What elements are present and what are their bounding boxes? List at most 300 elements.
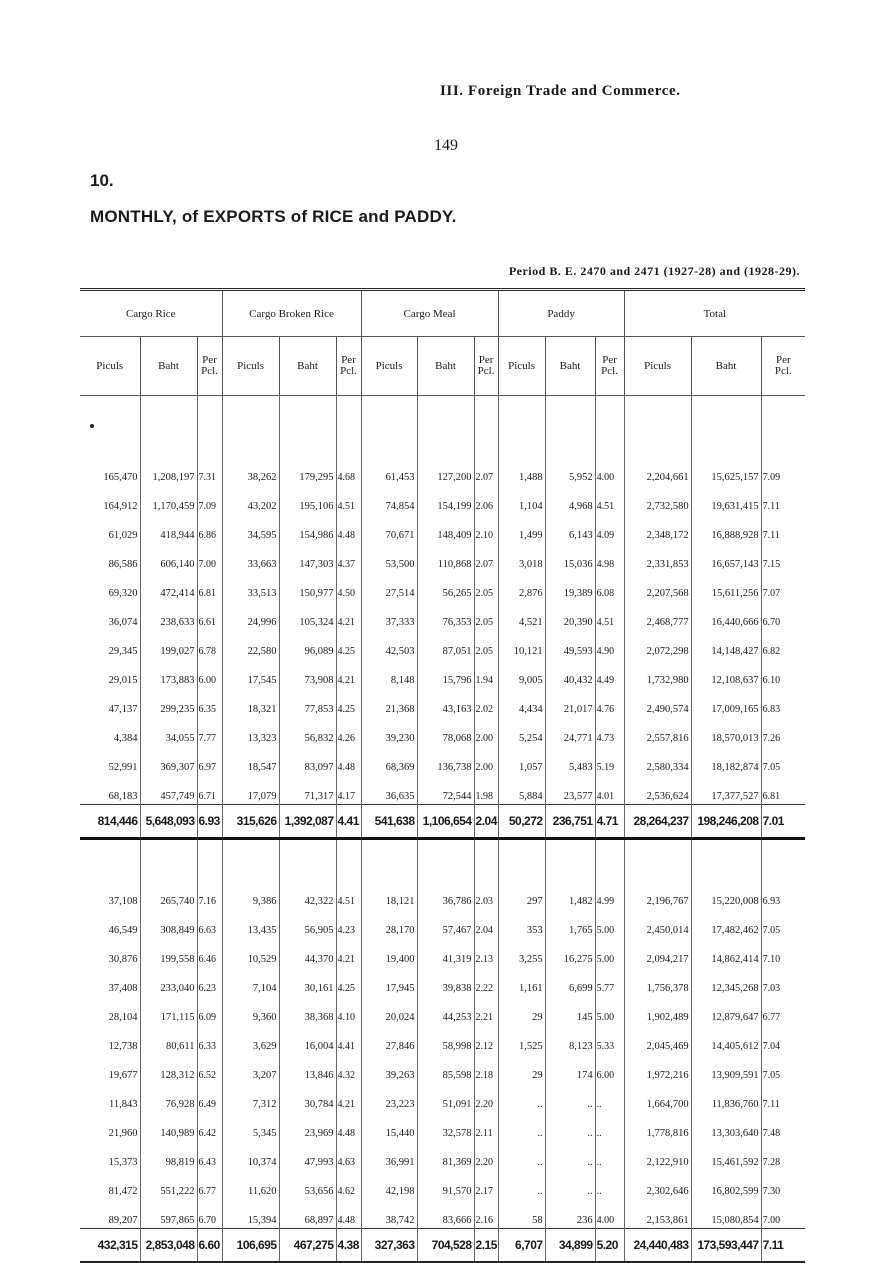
per-picul-cell: 4.48 [336,1199,361,1229]
per-picul-cell: 6.71 [197,775,222,805]
piculs-cell: 1,732,980 [624,659,691,688]
per-picul-cell: 2.05 [474,630,498,659]
baht-cell: 15,080,854 [691,1199,761,1229]
baht-cell: 77,853 [279,688,336,717]
col-header-per-pcl-meal [474,337,498,396]
piculs-cell: 24,996 [222,601,279,630]
piculs-cell: 1,756,378 [624,967,691,996]
piculs-cell: 29 [498,1054,545,1083]
baht-cell: 43,163 [417,688,474,717]
baht-cell: 12,879,647 [691,996,761,1025]
piculs-cell: 3,207 [222,1054,279,1083]
baht-cell: 154,986 [279,514,336,543]
per-picul-cell: 7.15 [762,559,781,570]
baht-cell: 128,312 [140,1054,197,1083]
per-picul-cell: 6.97 [197,746,222,775]
piculs-cell: 10,374 [222,1141,279,1170]
exports-table-frame [80,288,805,1263]
per-picul-cell: 6.93 [762,896,781,907]
per-picul-cell: 2.07 [474,456,498,485]
baht-cell: 16,440,666 [691,601,761,630]
col-header-per-pcl-total [761,337,805,396]
baht-cell: 58,998 [417,1025,474,1054]
baht-cell: 24,771 [545,717,595,746]
baht-cell: 41,319 [417,938,474,967]
baht-cell: 148,409 [417,514,474,543]
piculs-cell: 10,121 [498,630,545,659]
per-picul-cell: 4.25 [336,688,361,717]
piculs-cell: 2,348,172 [624,514,691,543]
piculs-cell: 814,446 [80,805,140,839]
total-row-1928-29 [80,1229,805,1262]
per-picul-cell: 2.20 [474,1083,498,1112]
per-picul-cell: 4.51 [336,880,361,909]
empty-cell [761,396,805,457]
per-picul-cell: 4.25 [336,630,361,659]
table-row [80,1199,805,1229]
per-picul-cell: 4.48 [336,1112,361,1141]
piculs-cell: 61,453 [361,456,417,485]
piculs-cell: 4,384 [80,717,140,746]
baht-cell: 19,389 [545,572,595,601]
per-label: Per [478,354,494,366]
per-picul-cell: 2.16 [474,1199,498,1229]
pcl-label: Pcl. [201,365,218,377]
group-header-paddy: Paddy [498,291,624,337]
piculs-cell: 42,198 [361,1170,417,1199]
piculs-cell: 13,435 [222,909,279,938]
per-picul-cell: 7.77 [197,717,222,746]
spacer-row [80,396,805,457]
piculs-cell: 42,503 [361,630,417,659]
baht-cell: 47,993 [279,1141,336,1170]
per-picul-cell: 5.77 [595,967,624,996]
piculs-cell: 1,057 [498,746,545,775]
piculs-cell: 29 [498,996,545,1025]
baht-cell: 72,544 [417,775,474,805]
piculs-cell: 2,490,574 [624,688,691,717]
per-picul-cell: 4.21 [336,1083,361,1112]
baht-cell: 36,786 [417,880,474,909]
per-picul-cell: 4.49 [595,659,624,688]
per-picul-cell: 6.00 [197,659,222,688]
col-header-baht-total: Baht [691,337,761,396]
baht-cell: 195,106 [279,485,336,514]
empty-cell [545,839,595,881]
per-picul-cell: 4.41 [336,1025,361,1054]
piculs-cell: 18,321 [222,688,279,717]
per-picul-cell: 4.51 [595,601,624,630]
piculs-cell: 33,663 [222,543,279,572]
piculs-cell: 1,525 [498,1025,545,1054]
spacer-row [80,839,805,881]
per-picul-cell: 7.31 [197,456,222,485]
piculs-cell: .. [498,1141,545,1170]
piculs-cell: 165,470 [80,456,140,485]
piculs-cell: 70,671 [361,514,417,543]
per-picul-cell: 6.52 [197,1054,222,1083]
piculs-cell: .. [498,1083,545,1112]
empty-cell [624,396,691,457]
baht-cell: 44,370 [279,938,336,967]
empty-cell [279,396,336,457]
per-picul-cell: 7.04 [762,1041,781,1052]
baht-cell: 15,036 [545,543,595,572]
per-picul-cell: 2.00 [474,717,498,746]
baht-cell: 23,969 [279,1112,336,1141]
col-header-piculs-cargo-rice: Piculs [80,337,140,396]
piculs-cell: 6,707 [498,1229,545,1262]
baht-cell: 15,625,157 [691,456,761,485]
baht-cell: 68,897 [279,1199,336,1229]
piculs-cell: 12,738 [80,1025,140,1054]
group-header-cargo-rice: Cargo Rice [80,291,222,337]
baht-cell: 606,140 [140,543,197,572]
baht-cell: 5,648,093 [140,805,197,839]
per-picul-cell: 7.05 [762,1070,781,1081]
per-picul-cell: .. [595,1083,624,1112]
baht-cell: 85,598 [417,1054,474,1083]
baht-cell: 418,944 [140,514,197,543]
piculs-cell: 5,884 [498,775,545,805]
piculs-cell: 37,108 [80,880,140,909]
piculs-cell: 4,434 [498,688,545,717]
piculs-cell: 11,843 [80,1083,140,1112]
baht-cell: 16,657,143 [691,543,761,572]
piculs-cell: 53,500 [361,543,417,572]
piculs-cell: 20,024 [361,996,417,1025]
baht-cell: 44,253 [417,996,474,1025]
baht-cell: 98,819 [140,1141,197,1170]
piculs-cell: 2,536,624 [624,775,691,805]
piculs-cell: 3,018 [498,543,545,572]
per-picul-cell: 4.38 [336,1229,361,1262]
baht-cell: 467,275 [279,1229,336,1262]
baht-cell: 369,307 [140,746,197,775]
piculs-cell: 1,972,216 [624,1054,691,1083]
baht-cell: 299,235 [140,688,197,717]
table-row [80,938,805,967]
col-header-piculs-paddy: Piculs [498,337,545,396]
piculs-cell: 28,104 [80,996,140,1025]
per-picul-cell: 4.51 [595,485,624,514]
baht-cell: 34,899 [545,1229,595,1262]
baht-cell: 265,740 [140,880,197,909]
col-header-piculs-meal: Piculs [361,337,417,396]
baht-cell: 14,862,414 [691,938,761,967]
baht-cell: 16,802,599 [691,1170,761,1199]
baht-cell: 238,633 [140,601,197,630]
per-picul-cell: 4.68 [336,456,361,485]
col-header-baht-broken-rice: Baht [279,337,336,396]
table-row [80,1025,805,1054]
col-header-per-pcl-paddy [595,337,624,396]
piculs-cell: 58 [498,1199,545,1229]
baht-cell: 14,405,612 [691,1025,761,1054]
baht-cell: 551,222 [140,1170,197,1199]
total-row-1927-28 [80,805,805,839]
piculs-cell: 17,545 [222,659,279,688]
baht-cell: 704,528 [417,1229,474,1262]
piculs-cell: 9,360 [222,996,279,1025]
baht-cell: 12,108,637 [691,659,761,688]
per-picul-cell: 6.43 [197,1141,222,1170]
per-picul-cell: 4.23 [336,909,361,938]
pcl-label: Pcl. [601,365,618,377]
per-picul-cell: 6.23 [197,967,222,996]
piculs-cell: 9,386 [222,880,279,909]
baht-cell: 15,796 [417,659,474,688]
per-picul-cell: 7.00 [762,1215,781,1226]
per-picul-cell: 6.93 [197,805,222,839]
per-picul-cell: 6.77 [197,1170,222,1199]
piculs-cell: 34,595 [222,514,279,543]
piculs-cell: 7,312 [222,1083,279,1112]
per-picul-cell: 2.12 [474,1025,498,1054]
per-picul-cell: 2.05 [474,572,498,601]
piculs-cell: 18,121 [361,880,417,909]
piculs-cell: 1,902,489 [624,996,691,1025]
piculs-cell: 69,320 [80,572,140,601]
empty-cell [197,396,222,457]
piculs-cell: 2,450,014 [624,909,691,938]
empty-cell [691,396,761,457]
table-number: 10. [90,171,114,190]
table-row [80,659,805,688]
baht-cell: 308,849 [140,909,197,938]
piculs-cell: 61,029 [80,514,140,543]
baht-cell: 173,883 [140,659,197,688]
table-row [80,514,805,543]
baht-cell: 1,765 [545,909,595,938]
piculs-cell: 68,183 [80,775,140,805]
bullet-mark [90,424,94,428]
baht-cell: 1,392,087 [279,805,336,839]
baht-cell: 233,040 [140,967,197,996]
baht-cell: 21,017 [545,688,595,717]
baht-cell: 14,148,427 [691,630,761,659]
table-row [80,909,805,938]
per-picul-cell: 7.09 [762,472,781,483]
baht-cell: 199,027 [140,630,197,659]
per-picul-cell: 7.05 [762,925,781,936]
per-picul-cell: 2.10 [474,514,498,543]
baht-cell: 17,482,462 [691,909,761,938]
empty-cell [691,839,761,881]
per-picul-cell: 7.11 [761,1229,805,1262]
per-picul-cell: 6.46 [197,938,222,967]
per-picul-cell: 6.77 [762,1012,781,1023]
piculs-cell: 74,854 [361,485,417,514]
per-picul-cell: 6.09 [197,996,222,1025]
piculs-cell: 46,549 [80,909,140,938]
baht-cell: 147,303 [279,543,336,572]
empty-cell [474,396,498,457]
piculs-cell: 36,074 [80,601,140,630]
piculs-cell: 2,302,646 [624,1170,691,1199]
piculs-cell: 27,846 [361,1025,417,1054]
col-header-baht-cargo-rice: Baht [140,337,197,396]
baht-cell: 19,631,415 [691,485,761,514]
per-picul-cell: 4.37 [336,543,361,572]
baht-cell: 13,303,640 [691,1112,761,1141]
empty-cell [80,839,140,881]
piculs-cell: 19,400 [361,938,417,967]
piculs-cell: 28,170 [361,909,417,938]
per-picul-cell: 2.04 [474,805,498,839]
per-picul-cell: 6.60 [197,1229,222,1262]
per-picul-cell: 2.00 [474,746,498,775]
per-picul-cell: 5.00 [595,996,624,1025]
per-picul-cell: 4.21 [336,659,361,688]
per-picul-cell: 4.73 [595,717,624,746]
baht-cell: 150,977 [279,572,336,601]
per-picul-cell: 4.00 [595,1199,624,1229]
baht-cell: 30,784 [279,1083,336,1112]
empty-cell [761,839,805,881]
baht-cell: 38,368 [279,996,336,1025]
piculs-cell: 68,369 [361,746,417,775]
empty-cell [336,396,361,457]
baht-cell: 13,909,591 [691,1054,761,1083]
piculs-cell: 18,547 [222,746,279,775]
piculs-cell: 29,015 [80,659,140,688]
group-header-row [80,291,805,337]
sub-header-row [80,337,805,396]
piculs-cell: 21,960 [80,1112,140,1141]
per-picul-cell: 4.17 [336,775,361,805]
baht-cell: 57,467 [417,909,474,938]
per-picul-cell: 2.03 [474,880,498,909]
per-picul-cell: 7.10 [762,954,781,965]
baht-cell: 5,483 [545,746,595,775]
baht-cell: 6,699 [545,967,595,996]
baht-cell: 236,751 [545,805,595,839]
piculs-cell: 2,876 [498,572,545,601]
piculs-cell: 37,408 [80,967,140,996]
per-picul-cell: 6.70 [197,1199,222,1229]
empty-cell [417,396,474,457]
per-picul-cell: 4.10 [336,996,361,1025]
baht-cell: 76,353 [417,601,474,630]
baht-cell: 56,265 [417,572,474,601]
piculs-cell: 81,472 [80,1170,140,1199]
per-picul-cell: 2.02 [474,688,498,717]
empty-cell [140,396,197,457]
baht-cell: 140,989 [140,1112,197,1141]
table-row [80,572,805,601]
per-picul-cell: 6.82 [762,646,781,657]
piculs-cell: 541,638 [361,805,417,839]
per-label: Per [202,354,217,366]
per-picul-cell: 4.09 [595,514,624,543]
per-picul-cell: .. [595,1141,624,1170]
piculs-cell: 2,732,580 [624,485,691,514]
baht-cell: 154,199 [417,485,474,514]
baht-cell: 127,200 [417,456,474,485]
baht-cell: 39,838 [417,967,474,996]
piculs-cell: 28,264,237 [624,805,691,839]
piculs-cell: 21,368 [361,688,417,717]
piculs-cell: 2,153,861 [624,1199,691,1229]
baht-cell: 78,068 [417,717,474,746]
baht-cell: 34,055 [140,717,197,746]
piculs-cell: 38,262 [222,456,279,485]
piculs-cell: 10,529 [222,938,279,967]
piculs-cell: 15,440 [361,1112,417,1141]
piculs-cell: 17,079 [222,775,279,805]
baht-cell: 51,091 [417,1083,474,1112]
col-header-baht-paddy: Baht [545,337,595,396]
baht-cell: 1,482 [545,880,595,909]
per-picul-cell: 4.26 [336,717,361,746]
empty-cell [624,839,691,881]
per-picul-cell: 6.78 [197,630,222,659]
per-picul-cell: 4.98 [595,543,624,572]
piculs-cell: 7,104 [222,967,279,996]
table-body [80,396,805,1262]
piculs-cell: 1,778,816 [624,1112,691,1141]
piculs-cell: 89,207 [80,1199,140,1229]
per-picul-cell: 5.20 [595,1229,624,1262]
baht-cell: 15,611,256 [691,572,761,601]
piculs-cell: 29,345 [80,630,140,659]
per-picul-cell: 4.50 [336,572,361,601]
baht-cell: 40,432 [545,659,595,688]
per-picul-cell: 4.25 [336,967,361,996]
empty-cell [336,839,361,881]
piculs-cell: 3,629 [222,1025,279,1054]
per-picul-cell: 6.86 [197,514,222,543]
per-label: Per [341,354,356,366]
baht-cell: 171,115 [140,996,197,1025]
baht-cell: 32,578 [417,1112,474,1141]
per-picul-cell: 2.05 [474,601,498,630]
per-picul-cell: 4.71 [595,805,624,839]
piculs-cell: 1,664,700 [624,1083,691,1112]
baht-cell: 174 [545,1054,595,1083]
baht-cell: 173,593,447 [691,1229,761,1262]
per-picul-cell: 5.00 [595,938,624,967]
per-picul-cell: 7.00 [197,543,222,572]
baht-cell: 16,888,928 [691,514,761,543]
baht-cell: 81,369 [417,1141,474,1170]
per-picul-cell: 2.22 [474,967,498,996]
baht-cell: .. [545,1112,595,1141]
piculs-cell: 4,521 [498,601,545,630]
piculs-cell: 86,586 [80,543,140,572]
empty-cell [498,396,545,457]
table-row [80,1170,805,1199]
per-picul-cell: 6.42 [197,1112,222,1141]
baht-cell: 16,275 [545,938,595,967]
per-picul-cell: 6.63 [197,909,222,938]
baht-cell: 15,220,008 [691,880,761,909]
per-picul-cell: 5.33 [595,1025,624,1054]
per-picul-cell: 6.10 [762,675,781,686]
baht-cell: 83,097 [279,746,336,775]
col-header-per-pcl-broken-rice [336,337,361,396]
table-row [80,775,805,805]
per-picul-cell: 2.20 [474,1141,498,1170]
empty-cell [197,839,222,881]
baht-cell: 597,865 [140,1199,197,1229]
piculs-cell: 17,945 [361,967,417,996]
piculs-cell: 39,230 [361,717,417,746]
baht-cell: 56,832 [279,717,336,746]
per-picul-cell: 7.28 [762,1157,781,1168]
baht-cell: 76,928 [140,1083,197,1112]
